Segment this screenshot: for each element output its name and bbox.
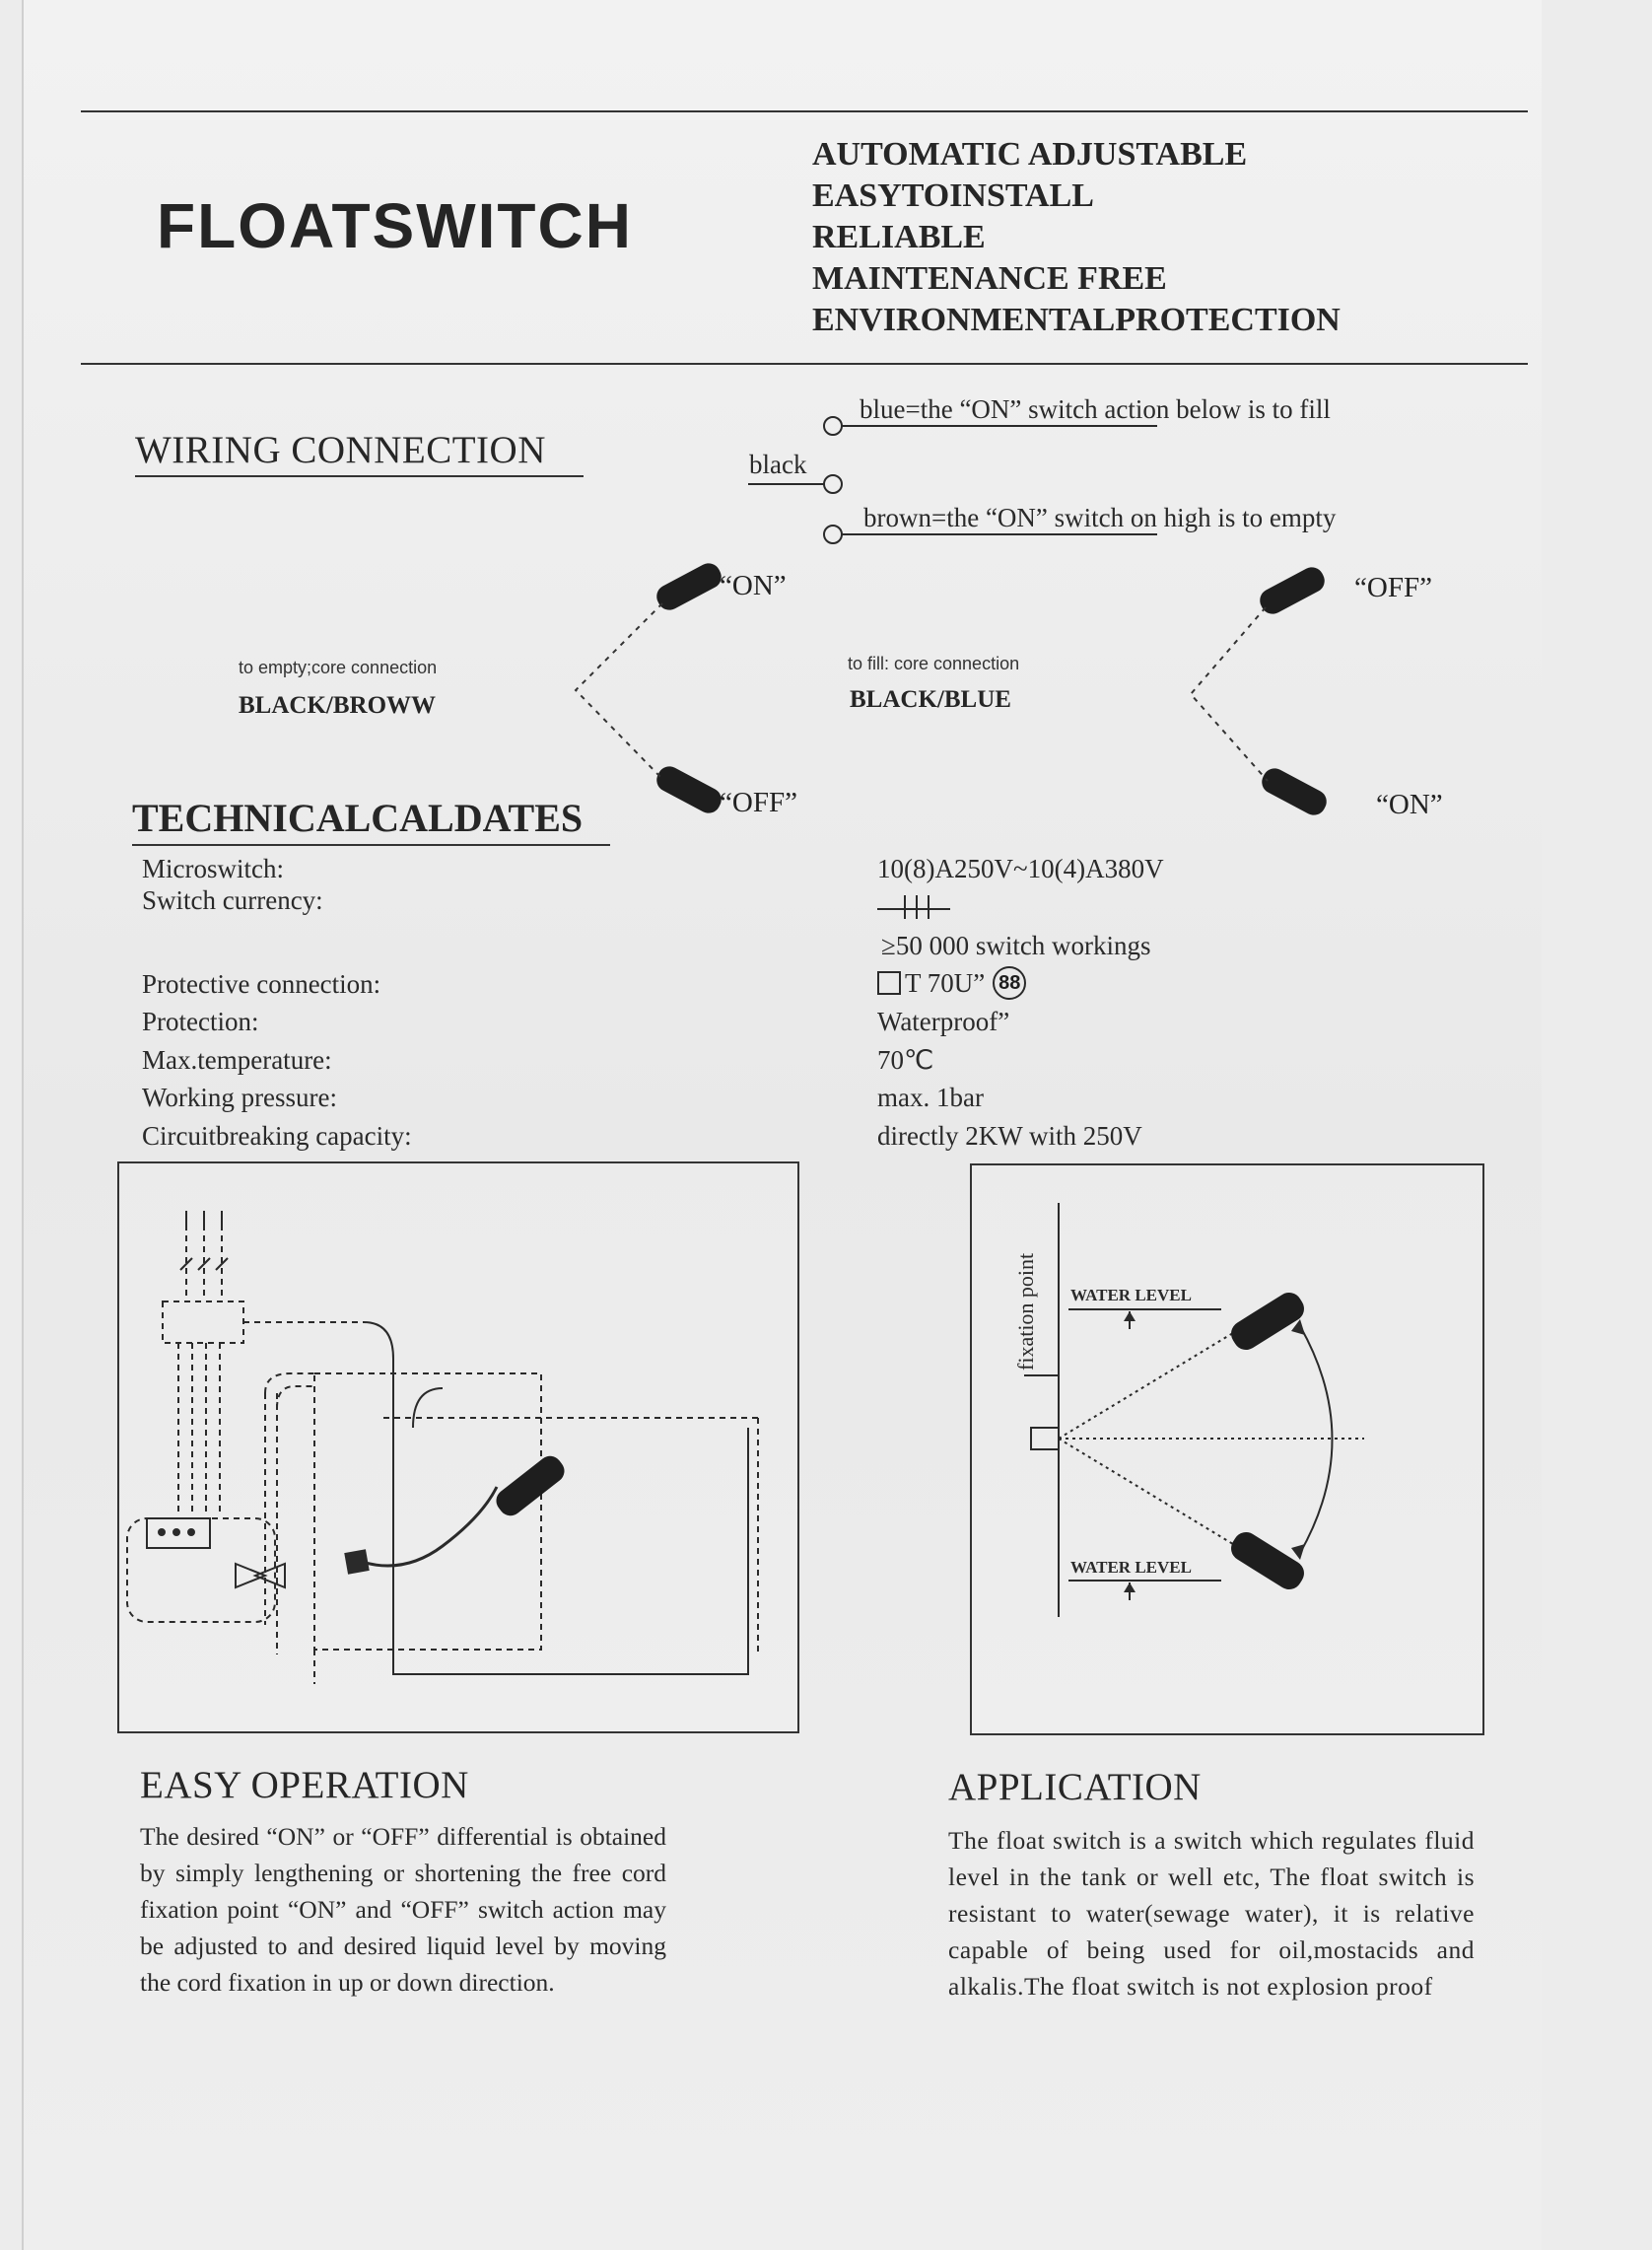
blue-wire-label: blue=the “ON” switch action below is to fill [860,394,1331,424]
float-low-icon [1226,1527,1309,1594]
right-wires-label: BLACK/BLUE [850,686,1011,713]
spec-label: Circuitbreaking capacity: [142,1121,412,1151]
approval-badge: 88 [993,966,1026,1000]
feature-item: EASYTOINSTALL [812,177,1094,214]
application-text: The float switch is a switch which regulates fluid level in the tank or well etc, The float switch is resistant to water(sewage water), it is relative capable of being used for oil,mostacids and alkalis.The float switch is not explosion proof [948,1826,1475,2001]
spec-value: T 70U” [905,967,986,998]
arc-arrow-bottom-icon [1291,1544,1305,1560]
right-on-label: “ON” [1376,789,1443,820]
spec-label: Protective connection: [142,969,381,999]
arrow-up-icon [1124,1311,1136,1321]
application-diagram-drawing [970,1163,1482,1733]
float-off-icon [1256,563,1329,618]
spec-value: max. 1bar [877,1083,984,1112]
document-page [22,0,1542,2250]
page-title: FLOATSWITCH [157,190,633,261]
application-heading: APPLICATION [948,1766,1202,1808]
arrow-up-icon [1124,1582,1136,1592]
feature-item: ENVIRONMENTALPROTECTION [812,302,1341,338]
protective-row [877,966,1026,1000]
feature-item: AUTOMATIC ADJUSTABLE [812,136,1248,173]
left-wires-label: BLACK/BROWW [239,692,437,719]
spec-value: 70℃ [877,1045,934,1075]
spec-value: ≥50 000 switch workings [881,931,1151,960]
feature-item: MAINTENANCE FREE [812,260,1167,297]
black-wire-label: black [749,450,807,479]
technical-heading: TECHNICALCALDATES [132,796,584,840]
square-icon [877,971,901,995]
installation-diagram-drawing [117,1161,797,1731]
spec-value: Waterproof” [877,1007,1010,1036]
left-caption: to empty;core connection [239,658,438,677]
wiring-heading: WIRING CONNECTION [135,429,546,471]
easy-operation-text: The desired “ON” or “OFF” differential is obtained by simply lengthening or shortening the free cord fixation point “ON” and “OFF” switch action may be adjusted to and desired liquid level by moving the cord fixation in up or down direction. [140,1822,666,1997]
float-high-icon [1226,1288,1309,1355]
spec-label: Microswitch: [142,854,284,883]
switch-contact-icon [877,891,956,921]
left-on-label: “ON” [720,570,787,601]
float-icon [492,1451,570,1520]
spec-label: Switch currency: [142,885,323,915]
feature-item: RELIABLE [812,219,986,255]
right-caption: to fill: core connection [848,654,1020,673]
pump-icon [344,1549,369,1574]
technical-heading-underline [132,844,610,846]
float-on-icon [1258,764,1331,819]
spec-value: directly 2KW with 250V [877,1121,1142,1151]
water-level-top-label: WATER LEVEL [1070,1286,1192,1304]
left-off-label: “OFF” [720,787,797,818]
spec-label: Protection: [142,1007,259,1036]
spec-value: 10(8)A250V~10(4)A380V [877,854,1164,883]
right-off-label: “OFF” [1354,572,1432,603]
water-level-bottom-label: WATER LEVEL [1070,1558,1192,1577]
brown-wire-label: brown=the “ON” switch on high is to empty [863,503,1337,532]
fixation-label: fixation point [1013,1252,1038,1371]
easy-operation-heading: EASY OPERATION [140,1764,469,1806]
right-float-diagram [24,0,1542,887]
spec-label: Working pressure: [142,1083,338,1112]
spec-label: Max.temperature: [142,1045,332,1075]
